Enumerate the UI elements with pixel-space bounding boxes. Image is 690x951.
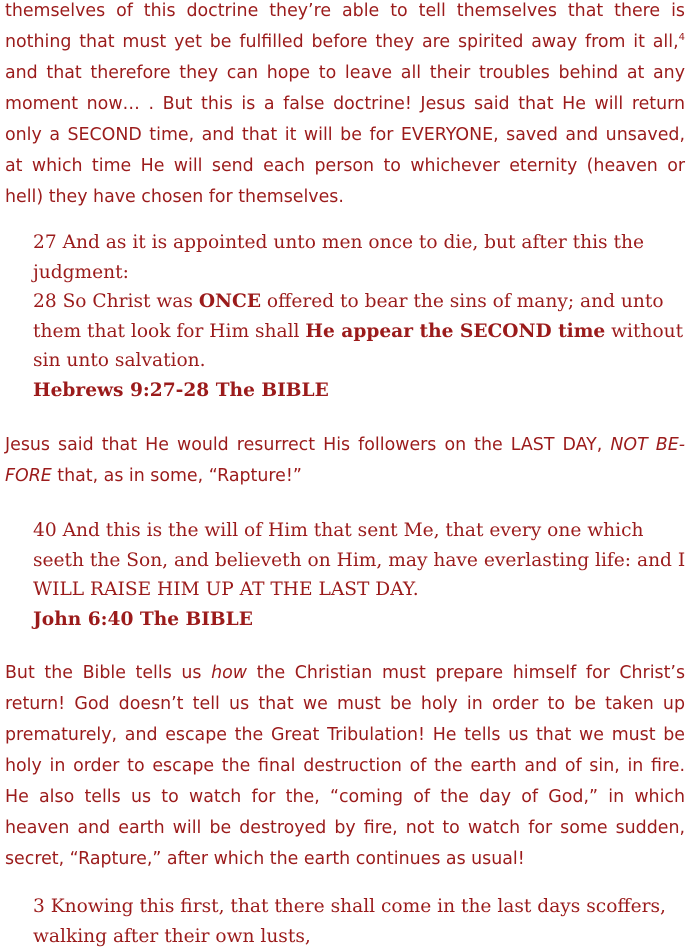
verse-line: 3 Knowing this first, that there shall come in the last days scoffers, [33,892,678,922]
scripture-quote-peter [33,892,678,951]
text-line: moment now… . But this is a false doctrine! Jesus said that He will return [5,89,685,120]
text-line [5,658,685,689]
italic-text: how [211,663,247,683]
text-line: only a SECOND time, and that it will be for EVERYONE, saved and unsaved, [5,120,685,151]
verse-line: judgment: [33,258,678,288]
text-span: But the Bible tells us [5,663,211,683]
verse-line: 27 And as it is appointed unto men once to die, but after this the [33,228,678,258]
text-line: prematurely, and escape the Great Tribulation! He tells us that we must be [5,720,685,751]
text-line: He also tells us to watch for the, “coming of the day of God,” in which [5,782,685,813]
text-line: hell) they have chosen for themselves. [5,182,685,213]
paragraph-last-day [5,430,685,492]
text-line: heaven and earth will be destroyed by fire, not to watch for some sudden, [5,813,685,844]
text-line: at which time He will send each person to whichever eternity (heaven or [5,151,685,182]
scripture-quote-hebrews [33,228,678,405]
emphasis-text: ONCE [199,291,261,312]
verse-line [33,317,678,347]
text-span: Jesus said that He would resurrect His followers on the LAST DAY, [5,435,610,455]
verse-line: walking after their own lusts, [33,922,678,951]
text-line: themselves of this doctrine they’re able to tell themselves that there is [5,0,685,27]
italic-text: FORE [5,466,52,486]
text-span: 28 So Christ was [33,291,199,312]
paragraph-prepare [5,658,685,875]
text-line: and that therefore they can hope to leave all their troubles behind at any [5,58,685,89]
scripture-reference: Hebrews 9:27-28 The BIBLE [33,376,678,406]
text-span: nothing that must yet be fulfilled before they are spirited away from it all, [5,32,679,52]
text-line [5,461,685,492]
text-line: return! God doesn’t tell us that we must be holy in order to be taken up [5,689,685,720]
text-line: secret, “Rapture,” after which the earth continues as usual! [5,844,685,875]
verse-line: seeth the Son, and believeth on Him, may have everlasting life: and I [33,546,678,576]
verse-line: 40 And this is the will of Him that sent Me, that every one which [33,516,678,546]
scripture-quote-john [33,516,678,634]
italic-text: NOT BE- [610,435,685,455]
scripture-reference: John 6:40 The BIBLE [33,605,678,635]
paragraph-false-doctrine [5,0,685,213]
text-span: offered to bear the sins of many; and unto [261,291,664,312]
text-span: that, as in some, “Rapture!” [52,466,302,486]
text-line: holy in order to escape the final destruction of the earth and of sin, in fire. [5,751,685,782]
text-span: without [605,321,683,342]
footnote-ref[interactable]: 4 [679,32,685,43]
text-span: the Christian must prepare himself for Christ’s [247,663,685,683]
verse-line: WILL RAISE HIM UP AT THE LAST DAY. [33,575,678,605]
verse-line [33,287,678,317]
text-line [5,430,685,461]
emphasis-text: He appear the SECOND time [305,321,605,342]
verse-line: sin unto salvation. [33,346,678,376]
text-span: them that look for Him shall [33,321,305,342]
text-line [5,27,685,58]
